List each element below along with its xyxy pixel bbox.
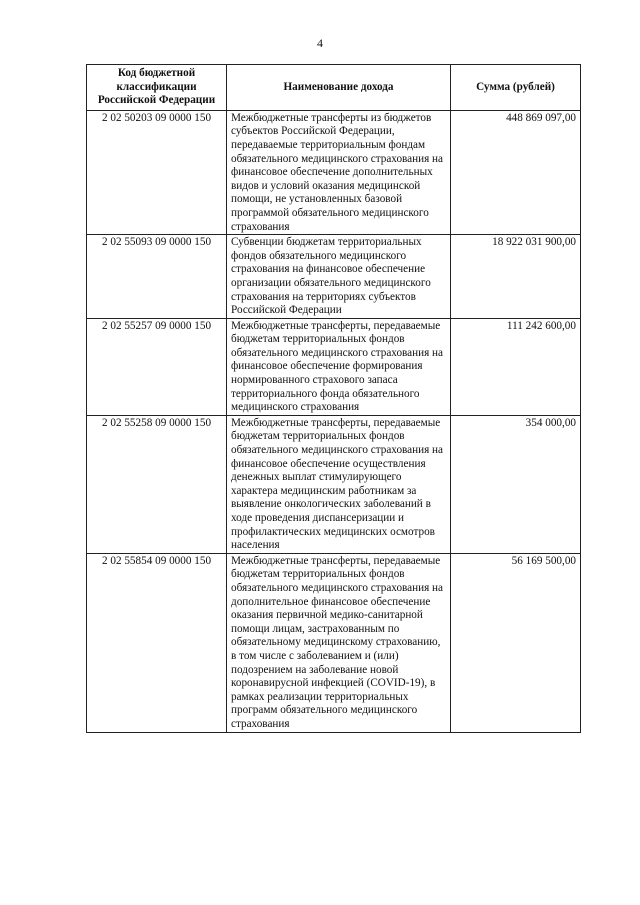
row-sum: 354 000,00	[451, 415, 581, 553]
row-code: 2 02 50203 09 0000 150	[87, 110, 227, 234]
page-number: 4	[317, 36, 323, 50]
table-row	[87, 318, 581, 415]
row-code: 2 02 55257 09 0000 150	[87, 318, 227, 415]
revenue-table	[86, 64, 581, 733]
row-name: Субвенции бюджетам территориальных фондов обязательного медицинского страхования на финансовое обеспечение организации обязательного медицинского страхования на территориях субъектов Российской Федерации	[227, 235, 451, 319]
row-code: 2 02 55258 09 0000 150	[87, 415, 227, 553]
table-row	[87, 553, 581, 732]
row-sum: 18 922 031 900,00	[451, 235, 581, 319]
header-sum: Сумма (рублей)	[451, 65, 581, 111]
row-name: Межбюджетные трансферты из бюджетов субъектов Российской Федерации, передаваемые территориальным фондам обязательного медицинского страхования на финансовое обеспечение дополнительных видов и условий оказания медицинской помощи, не установленных базовой программой обязательного медицинского страхования	[227, 110, 451, 234]
row-code: 2 02 55854 09 0000 150	[87, 553, 227, 732]
row-sum: 111 242 600,00	[451, 318, 581, 415]
row-sum: 448 869 097,00	[451, 110, 581, 234]
row-code: 2 02 55093 09 0000 150	[87, 235, 227, 319]
row-name: Межбюджетные трансферты, передаваемые бюджетам территориальных фондов обязательного медицинского страхования на финансовое обеспечение формирования нормированного страхового запаса территориального фонда обязательного медицинского страхования	[227, 318, 451, 415]
table-row	[87, 415, 581, 553]
row-name: Межбюджетные трансферты, передаваемые бюджетам территориальных фондов обязательного медицинского страхования на финансовое обеспечение осуществления денежных выплат стимулирующего характера медицинским работникам за выявление онкологических заболеваний в ходе проведения диспансеризации и профилактических медицинских осмотров населения	[227, 415, 451, 553]
table-row	[87, 235, 581, 319]
row-name: Межбюджетные трансферты, передаваемые бюджетам территориальных фондов обязательного медицинского страхования на дополнительное финансовое обеспечение оказания первичной медико-санитарной помощи лицам, застрахованным по обязательному медицинскому страхованию, в том числе с заболеванием и (или) подозрением на заболевание новой коронавирусной инфекцией (COVID-19), в рамках реализации территориальных программ обязательного медицинского страхования	[227, 553, 451, 732]
header-name: Наименование дохода	[227, 65, 451, 111]
table-row	[87, 110, 581, 234]
table-header-row	[87, 65, 581, 111]
row-sum: 56 169 500,00	[451, 553, 581, 732]
header-code: Код бюджетной классификации Российской Федерации	[87, 65, 227, 111]
